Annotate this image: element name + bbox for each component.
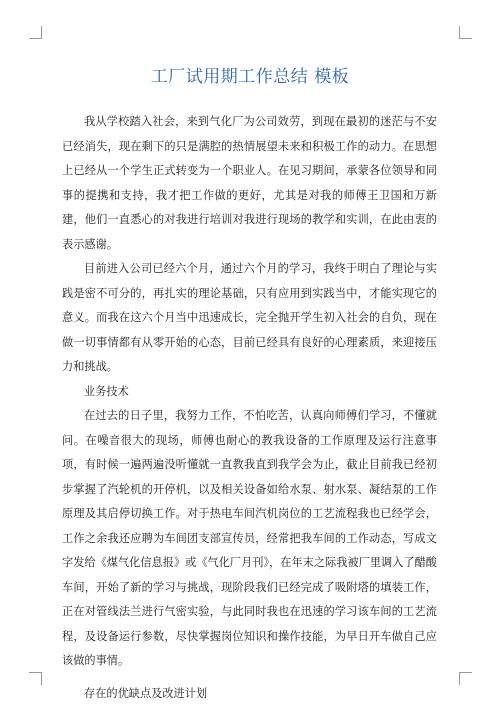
section-heading-business: 业务技术 (84, 384, 129, 398)
paragraph-growth: 目前进入公司已经六个月，通过六个月的学习，我终于明白了理论与实践是密不可分的，再扎实的理论基础，只有应用到实践当中，才能实现它的意义。而我在这六个月当中迅速成长，完全抛开学生初入社会的自负，现在做一切事情都有从零开始的心态，目前已经具有良好的心理素质，来迎接压力和挑战。 (62, 262, 437, 373)
paragraph-business: 在过去的日子里，我努力工作，不怕吃苦，认真向师傅们学习，不懂就问。在噪音很大的现场，师傅也耐心的教我设备的工作原理及运行注意事项，有时候一遍两遍没听懂就一直教我直到我学会为止，截止目前我已经初步掌握了汽轮机的开停机，以及相关设备如给水泵、射水泵、凝结泵的工作原理及其启停切换工作。对于热电车间汽机岗位的工艺流程我也已经学会，工作之余我还应聘为车间团支部宣传员，经常把我车间的工作动态，写成文字发给《煤气化信息报》或《气化厂月刊》，在年末之际我被厂里调入了醋酸车间，开始了新的学习与挑战，现阶段我们已经完成了吸附塔的填装工作，正在对管线法兰进行气密实验，与此同时我也在迅速的学习该车间的工艺流程，及设备运行参数，尽快掌握岗位知识和操作技能，为早日开车做自己应该做的事情。 (62, 409, 437, 667)
document-body (62, 110, 437, 706)
section-heading-improvement: 存在的优缺点及改进计划 (84, 686, 208, 700)
crop-mark-top-right (459, 26, 472, 39)
document-title: 工厂试用期工作总结 模板 (150, 67, 350, 87)
paragraph-intro: 我从学校踏入社会，来到气化厂为公司效劳，到现在最初的迷茫与不安已经消失，现在剩下的只是满腔的热情展望未来和积极工作的动力。在思想上已经从一个学生正式转变为一个职业人。在见习期间，承蒙各位领导和同事的提携和支持，我才把工作做的更好，尤其是对我的师傅王卫国和万新建，他们一直悉心的对我进行培训对我进行现场的教学和实训，在此由衷的表示感谢。 (62, 115, 437, 251)
crop-mark-top-left (29, 26, 42, 39)
crop-mark-bottom-left (29, 672, 42, 685)
crop-mark-bottom-right (459, 672, 472, 685)
